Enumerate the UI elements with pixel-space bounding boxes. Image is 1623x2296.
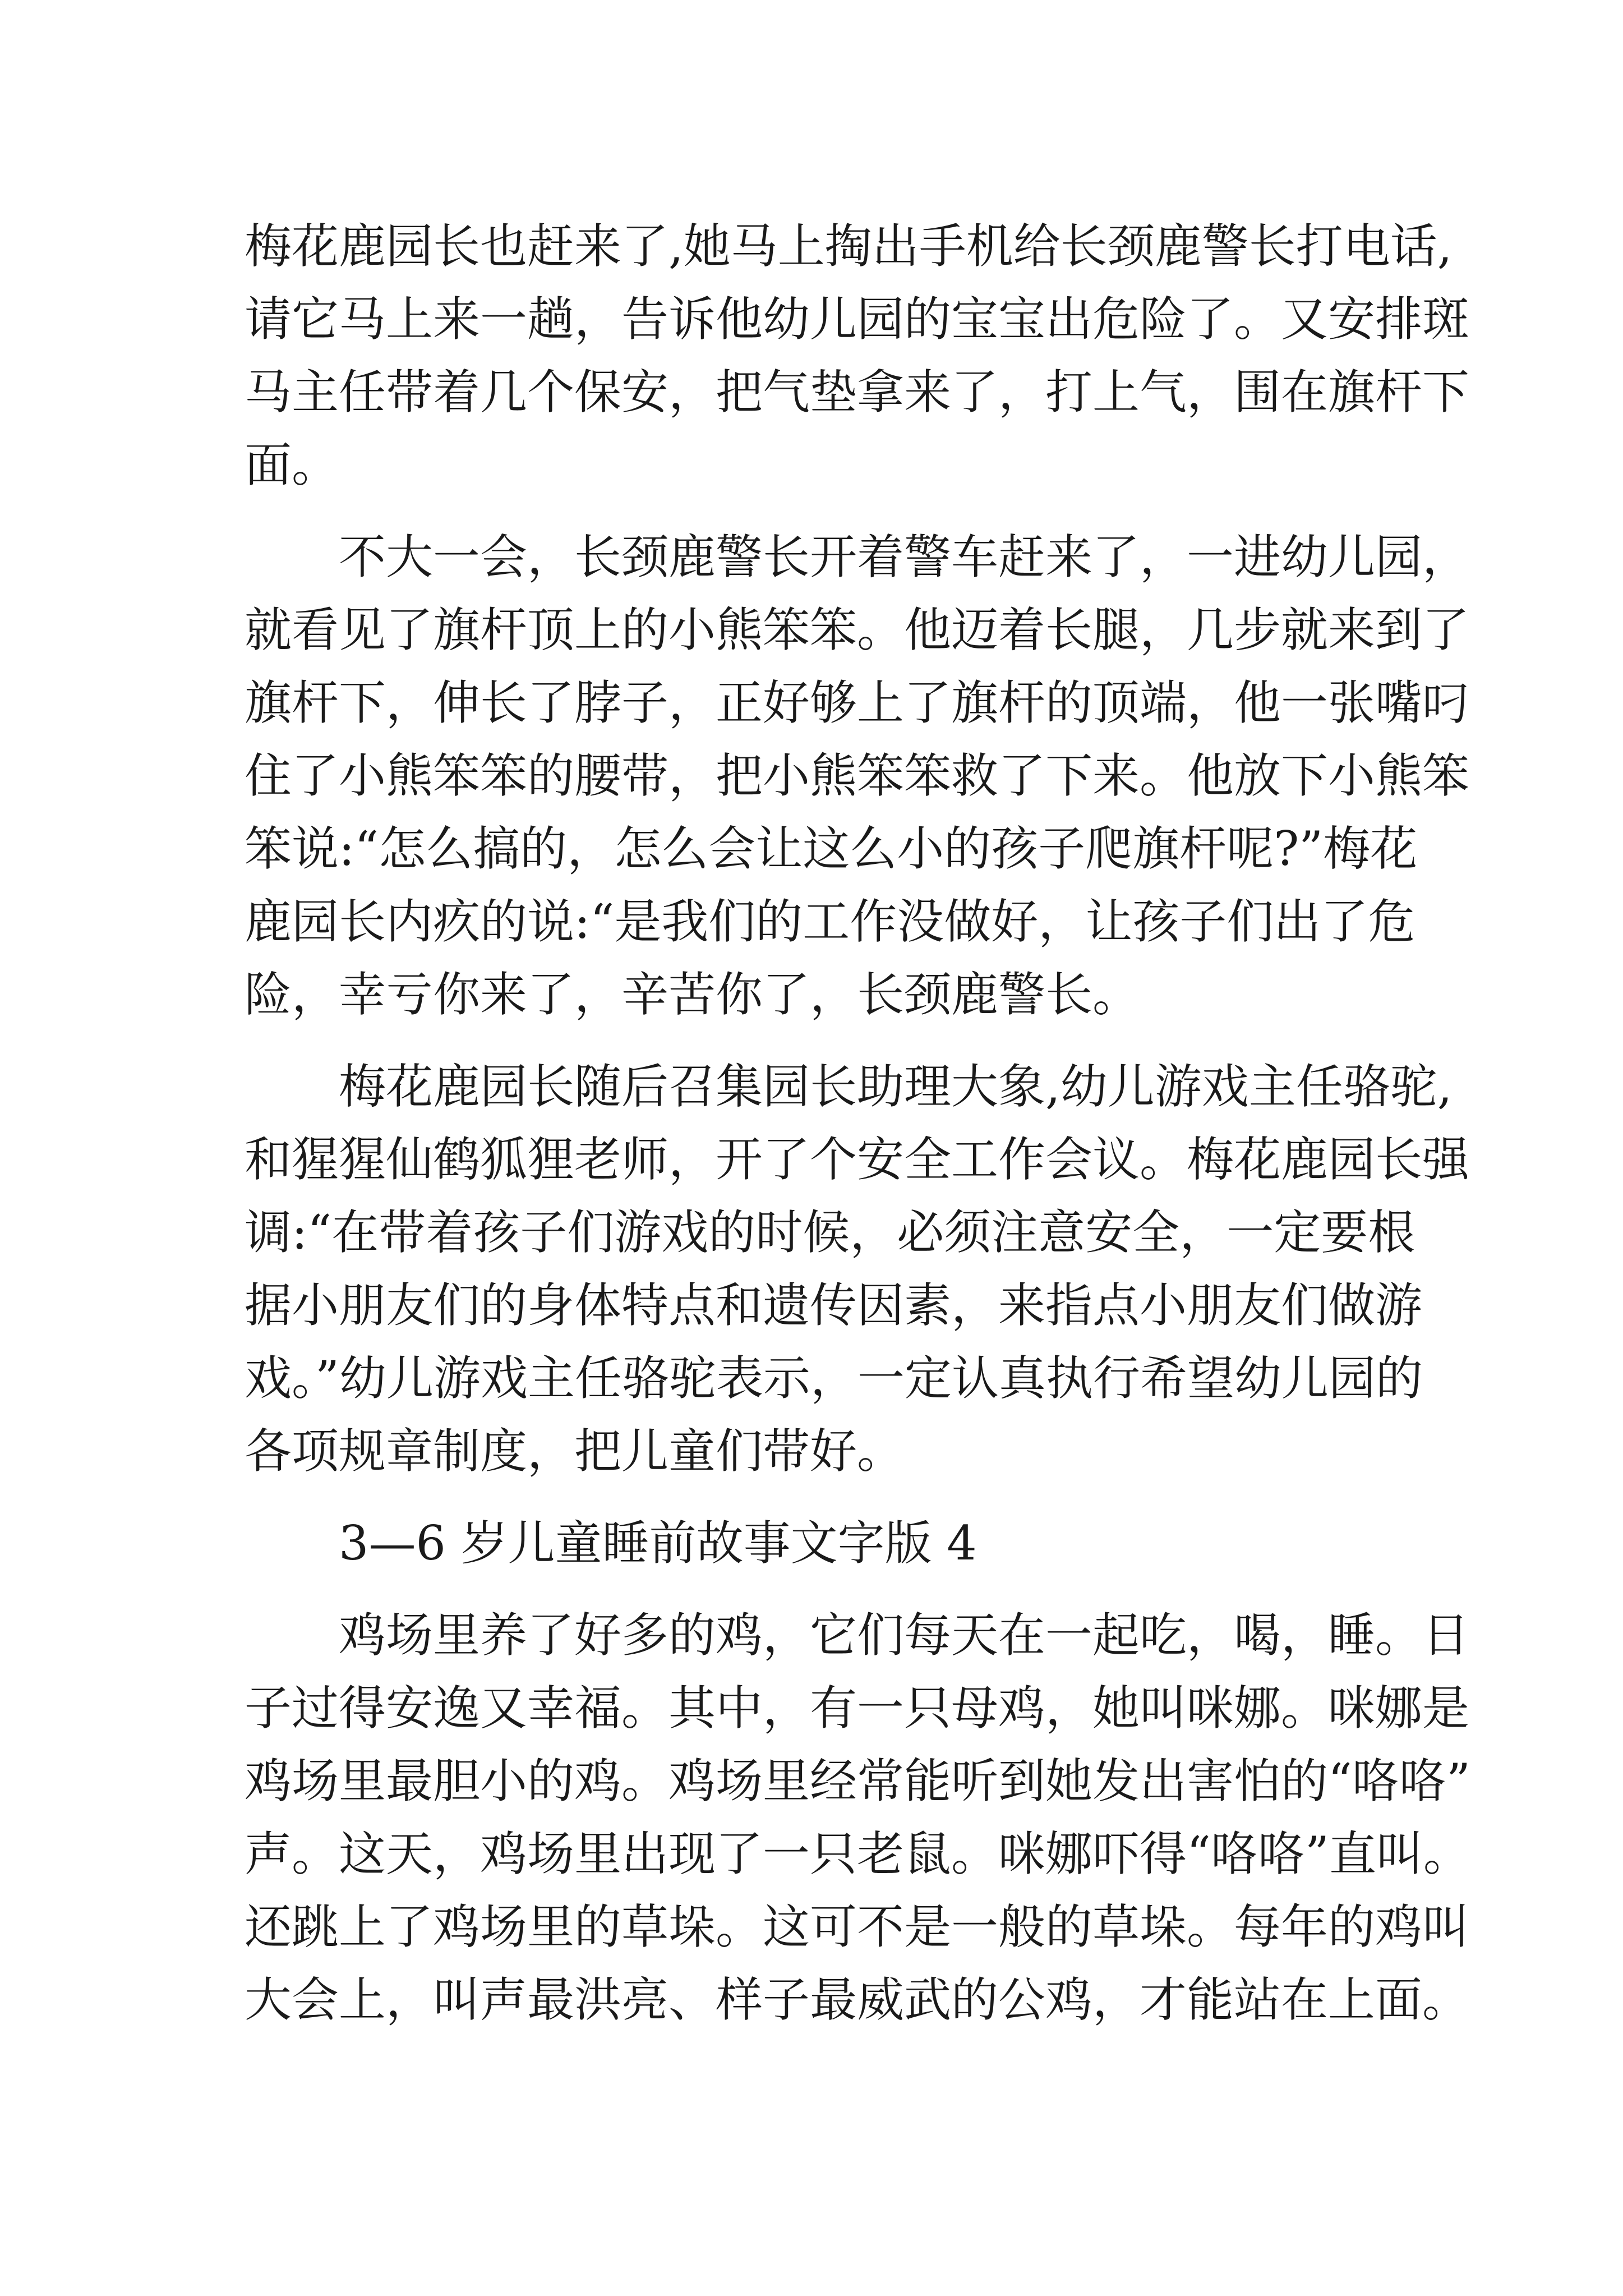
text-line: 马主任带着几个保安，把气垫拿来了，打上气，围在旗杆下: [245, 365, 1470, 420]
text-line: 不大一会，长颈鹿警长开着警车赶来了，一进幼儿园，: [339, 530, 1470, 585]
text-line: 请它马上来一趟，告诉他幼儿园的宝宝出危险了。又安排斑: [245, 292, 1470, 347]
text-line: 调:“在带着孩子们游戏的时候，必须注意安全，一定要根: [245, 1205, 1415, 1260]
text-line: 戏。”幼儿游戏主任骆驼表示，一定认真执行希望幼儿园的: [245, 1351, 1423, 1406]
text-line: 面。: [245, 438, 339, 493]
text-line: 就看见了旗杆顶上的小熊笨笨。他迈着长腿，几步就来到了: [245, 602, 1470, 657]
text-line: 梅花鹿园长随后召集园长助理大象,幼儿游戏主任骆驼,: [339, 1059, 1453, 1114]
text-line: 住了小熊笨笨的腰带，把小熊笨笨救了下来。他放下小熊笨: [245, 748, 1470, 803]
text-line: 旗杆下，伸长了脖子，正好够上了旗杆的顶端，他一张嘴叼: [245, 675, 1470, 730]
text-line: 鸡场里最胆小的鸡。鸡场里经常能听到她发出害怕的“咯咯”: [245, 1754, 1470, 1809]
paragraph: [245, 210, 1470, 501]
heading-text: 3—6 岁儿童睡前故事文字版 4: [339, 1516, 977, 1571]
text-line: 和猩猩仙鹤狐狸老师，开了个安全工作会议。梅花鹿园长强: [245, 1132, 1470, 1187]
text-line: 子过得安逸又幸福。其中，有一只母鸡，她叫咪娜。咪娜是: [245, 1681, 1470, 1736]
paragraph: [245, 1599, 1470, 2036]
text-line: 鹿园长内疚的说:“是我们的工作没做好，让孩子们出了危: [245, 894, 1415, 949]
document-body: [245, 210, 1470, 2036]
text-line: 各项规章制度，把儿童们带好。: [245, 1424, 905, 1479]
text-line: 声。这天，鸡场里出现了一只老鼠。咪娜吓得“咯咯”直叫。: [245, 1826, 1470, 1881]
paragraph: [245, 521, 1470, 1031]
section-heading: [245, 1507, 1433, 1580]
text-line: 笨说:“怎么搞的，怎么会让这么小的孩子爬旗杆呢?”梅花: [245, 821, 1418, 876]
text-line: 险，幸亏你来了，辛苦你了，长颈鹿警长。: [245, 967, 1140, 1022]
text-line: 据小朋友们的身体特点和遗传因素，来指点小朋友们做游: [245, 1278, 1423, 1333]
text-line: 大会上，叫声最洪亮、样子最威武的公鸡，才能站在上面。: [245, 1972, 1470, 2027]
text-line: 梅花鹿园长也赶来了,她马上掏出手机给长颈鹿警长打电话,: [245, 219, 1453, 274]
paragraph: [245, 1050, 1470, 1488]
text-line: 鸡场里养了好多的鸡，它们每天在一起吃，喝，睡。日: [339, 1608, 1470, 1663]
text-line: 还跳上了鸡场里的草垛。这可不是一般的草垛。每年的鸡叫: [245, 1899, 1470, 1954]
